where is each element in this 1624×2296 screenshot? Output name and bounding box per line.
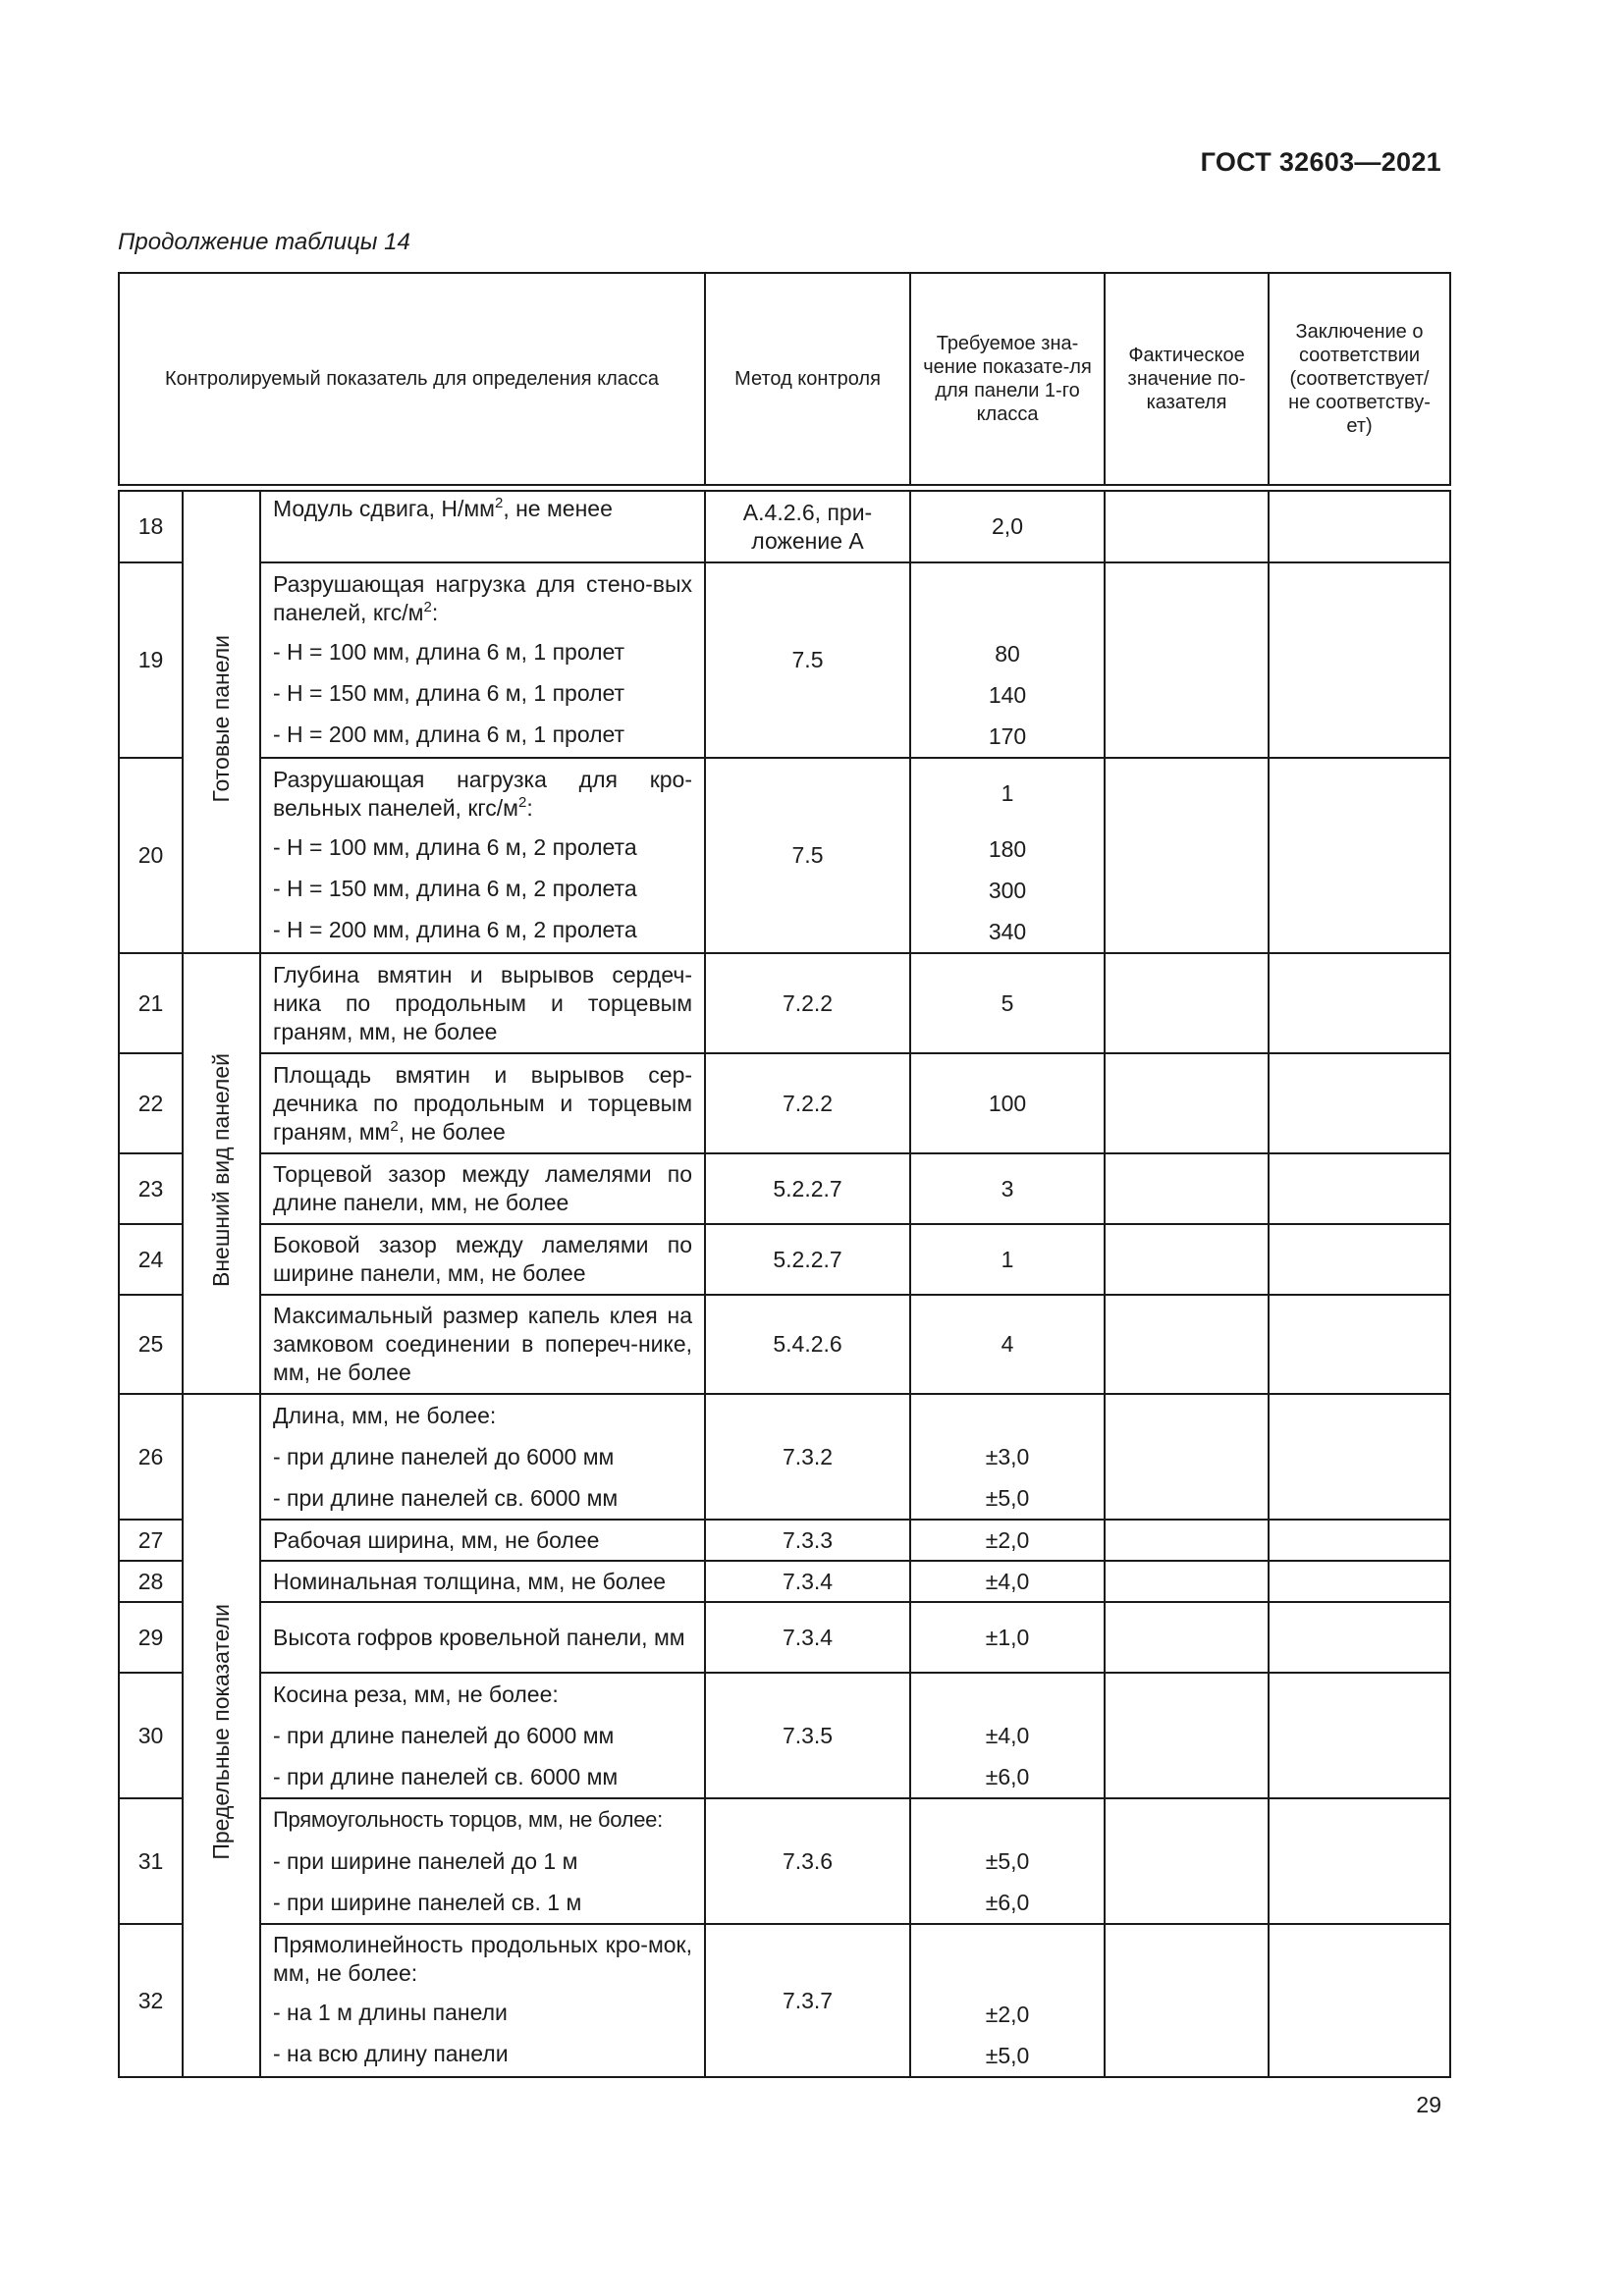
- actual-cell: [1105, 1224, 1269, 1295]
- indicator-cell: [260, 758, 705, 953]
- indicator-line: - при длине панелей св. 6000 мм: [273, 1764, 619, 1789]
- indicator-line: - Н = 150 мм, длина 6 м, 2 пролета: [273, 875, 637, 901]
- required-value: ±6,0: [985, 1764, 1030, 1789]
- control-table: [118, 272, 1451, 2078]
- table-row: [119, 1295, 1450, 1394]
- table-row: [119, 1053, 1450, 1153]
- group-label: Внешний вид панелей: [208, 1053, 234, 1287]
- method-cell: 7.5: [705, 758, 910, 953]
- indicator-text: Боковой зазор между ламелями по ширине панели, мм, не более: [273, 1232, 693, 1286]
- indicator-line: - при длине панелей до 6000 мм: [273, 1723, 615, 1748]
- actual-cell: [1105, 758, 1269, 953]
- indicator-text: Прямолинейность продольных кро-мок, мм, не более:: [273, 1932, 693, 1986]
- actual-cell: [1105, 562, 1269, 758]
- conclusion-cell: [1269, 1561, 1450, 1602]
- actual-cell: [1105, 1295, 1269, 1394]
- table-row: [119, 758, 1450, 953]
- required-cell: [910, 1394, 1105, 1520]
- indicator-line: Прямоугольность торцов, мм, не более:: [273, 1807, 663, 1832]
- table-row: [119, 1224, 1450, 1295]
- conclusion-cell: [1269, 1602, 1450, 1673]
- indicator-line: - при длине панелей св. 6000 мм: [273, 1485, 619, 1511]
- actual-cell: [1105, 1561, 1269, 1602]
- indicator-line: Номинальная толщина, мм, не более: [273, 1569, 667, 1594]
- conclusion-cell: [1269, 1520, 1450, 1561]
- table-row: [119, 1924, 1450, 2077]
- indicator-line: - Н = 100 мм, длина 6 м, 1 пролет: [273, 638, 625, 665]
- conclusion-cell: [1269, 1295, 1450, 1394]
- table-row: [119, 491, 1450, 562]
- row-number: 30: [119, 1673, 183, 1798]
- required-value: 140: [988, 682, 1027, 708]
- row-number: 21: [119, 953, 183, 1053]
- indicator-cell: [260, 562, 705, 758]
- page-number: 29: [1416, 2092, 1441, 2117]
- row-number: 27: [119, 1520, 183, 1561]
- col-header-actual: Фактическое значение по-казателя: [1105, 273, 1269, 485]
- conclusion-cell: [1269, 1673, 1450, 1798]
- row-number: 31: [119, 1798, 183, 1924]
- row-number: 24: [119, 1224, 183, 1295]
- indicator-line: - Н = 150 мм, длина 6 м, 1 пролет: [273, 679, 625, 706]
- actual-cell: [1105, 1924, 1269, 2077]
- indicator-cell: [260, 953, 705, 1053]
- table-row: [119, 953, 1450, 1053]
- method-cell: 7.2.2: [705, 953, 910, 1053]
- indicator-cell: [260, 491, 705, 562]
- indicator-text: Модуль сдвига, $Н/мм^2$, не менее: [273, 495, 613, 521]
- group-label: Предельные показатели: [208, 1604, 234, 1860]
- indicator-line: - на 1 м длины панели: [273, 2000, 508, 2025]
- row-number: 20: [119, 758, 183, 953]
- indicator-cell: [260, 1520, 705, 1561]
- group-limits: [183, 1394, 260, 2077]
- required-cell: 2,0: [910, 491, 1105, 562]
- group-appearance: [183, 953, 260, 1394]
- conclusion-cell: [1269, 562, 1450, 758]
- required-value: 180: [988, 836, 1027, 862]
- table-row: [119, 1153, 1450, 1224]
- indicator-cell: [260, 1224, 705, 1295]
- required-cell: ±2,0: [910, 1520, 1105, 1561]
- conclusion-cell: [1269, 758, 1450, 953]
- actual-cell: [1105, 1520, 1269, 1561]
- indicator-text: Разрушающая нагрузка для стено-вых панелей, кгс/$м^2$:: [273, 570, 693, 625]
- row-number: 22: [119, 1053, 183, 1153]
- required-cell: 3: [910, 1153, 1105, 1224]
- group-label: Готовые панели: [208, 634, 234, 803]
- method-cell: А.4.2.6, при-ложение А: [705, 491, 910, 562]
- table-row: [119, 1673, 1450, 1798]
- required-cell: ±4,0: [910, 1561, 1105, 1602]
- indicator-text: Глубина вмятин и вырывов сердеч-ника по продольным и торцевым граням, мм, не более: [273, 961, 693, 1044]
- row-number: 23: [119, 1153, 183, 1224]
- indicator-text: Разрушающая нагрузка для кро-вельных панелей, кгс/$м^2$:: [273, 766, 693, 821]
- required-value: ±6,0: [985, 1890, 1030, 1915]
- document-code: ГОСТ 32603—2021: [1200, 147, 1441, 177]
- conclusion-cell: [1269, 953, 1450, 1053]
- required-value: ±2,0: [985, 2002, 1030, 2027]
- required-cell: [910, 1798, 1105, 1924]
- conclusion-cell: [1269, 1053, 1450, 1153]
- indicator-text: Площадь вмятин и вырывов сер-дечника по продольным и торцевым граням, $мм^2$, не более: [273, 1061, 693, 1145]
- indicator-line: - при ширине панелей св. 1 м: [273, 1890, 582, 1915]
- table-row: [119, 1561, 1450, 1602]
- indicator-line: Косина реза, мм, не более:: [273, 1682, 559, 1707]
- conclusion-cell: [1269, 1924, 1450, 2077]
- required-cell: [910, 562, 1105, 758]
- method-cell: 7.3.7: [705, 1924, 910, 2077]
- row-number: 19: [119, 562, 183, 758]
- indicator-line: - Н = 200 мм, длина 6 м, 2 пролета: [273, 916, 637, 942]
- required-value: 340: [988, 919, 1027, 944]
- actual-cell: [1105, 491, 1269, 562]
- method-cell: 7.5: [705, 562, 910, 758]
- method-cell: 7.3.5: [705, 1673, 910, 1798]
- indicator-line: - при длине панелей до 6000 мм: [273, 1444, 615, 1469]
- method-cell: 7.3.3: [705, 1520, 910, 1561]
- required-value: ±4,0: [985, 1723, 1030, 1748]
- required-value: ±5,0: [985, 1848, 1030, 1874]
- col-header-conclusion: Заключение о соответствии (соответствует/ не соответству-ет): [1269, 273, 1450, 485]
- indicator-text: Высота гофров кровельной панели, мм: [273, 1624, 685, 1650]
- table-row: [119, 562, 1450, 758]
- actual-cell: [1105, 1394, 1269, 1520]
- method-cell: 5.2.2.7: [705, 1153, 910, 1224]
- method-cell: 7.3.2: [705, 1394, 910, 1520]
- row-number: 28: [119, 1561, 183, 1602]
- required-cell: [910, 1924, 1105, 2077]
- header-row: [119, 273, 1450, 485]
- table-caption: Продолжение таблицы 14: [118, 229, 410, 255]
- required-value: ±5,0: [985, 2043, 1030, 2068]
- actual-cell: [1105, 1153, 1269, 1224]
- required-cell: ±1,0: [910, 1602, 1105, 1673]
- indicator-line: - Н = 100 мм, длина 6 м, 2 пролета: [273, 833, 637, 860]
- indicator-cell: [260, 1394, 705, 1520]
- required-value: ±3,0: [985, 1444, 1030, 1469]
- indicator-cell: [260, 1561, 705, 1602]
- table-row: [119, 1520, 1450, 1561]
- indicator-cell: [260, 1673, 705, 1798]
- col-header-required: Требуемое зна-чение показате-ля для панели 1-го класса: [910, 273, 1105, 485]
- actual-cell: [1105, 1798, 1269, 1924]
- indicator-line: - на всю длину панели: [273, 2041, 509, 2066]
- indicator-cell: [260, 1153, 705, 1224]
- table-row: [119, 1602, 1450, 1673]
- required-value: 1: [1001, 780, 1014, 806]
- method-cell: 7.2.2: [705, 1053, 910, 1153]
- required-value: ±5,0: [985, 1485, 1030, 1511]
- indicator-cell: [260, 1053, 705, 1153]
- group-ready-panels: [183, 491, 260, 953]
- indicator-cell: [260, 1295, 705, 1394]
- conclusion-cell: [1269, 491, 1450, 562]
- method-cell: 7.3.4: [705, 1602, 910, 1673]
- indicator-line: Рабочая ширина, мм, не более: [273, 1527, 600, 1553]
- actual-cell: [1105, 953, 1269, 1053]
- method-cell: 5.4.2.6: [705, 1295, 910, 1394]
- actual-cell: [1105, 1053, 1269, 1153]
- required-cell: [910, 758, 1105, 953]
- indicator-line: - Н = 200 мм, длина 6 м, 1 пролет: [273, 721, 625, 747]
- table-row: [119, 1798, 1450, 1924]
- row-number: 32: [119, 1924, 183, 2077]
- method-cell: 7.3.6: [705, 1798, 910, 1924]
- col-header-method: Метод контроля: [705, 273, 910, 485]
- indicator-line: Длина, мм, не более:: [273, 1403, 497, 1428]
- required-cell: [910, 1673, 1105, 1798]
- required-value: 170: [988, 723, 1027, 749]
- required-cell: 1: [910, 1224, 1105, 1295]
- row-number: 25: [119, 1295, 183, 1394]
- col-header-indicator: Контролируемый показатель для определения класса: [119, 273, 705, 485]
- required-cell: 100: [910, 1053, 1105, 1153]
- conclusion-cell: [1269, 1153, 1450, 1224]
- indicator-cell: [260, 1924, 705, 2077]
- indicator-line: - при ширине панелей до 1 м: [273, 1848, 578, 1874]
- conclusion-cell: [1269, 1224, 1450, 1295]
- required-cell: 4: [910, 1295, 1105, 1394]
- conclusion-cell: [1269, 1798, 1450, 1924]
- required-value: 80: [995, 641, 1020, 667]
- required-value: 300: [988, 878, 1027, 903]
- indicator-text: Максимальный размер капель клея на замковом соединении в попереч-нике, мм, не более: [273, 1303, 693, 1385]
- actual-cell: [1105, 1602, 1269, 1673]
- required-cell: 5: [910, 953, 1105, 1053]
- indicator-text: Торцевой зазор между ламелями по длине панели, мм, не более: [273, 1161, 693, 1215]
- method-cell: 7.3.4: [705, 1561, 910, 1602]
- row-number: 26: [119, 1394, 183, 1520]
- conclusion-cell: [1269, 1394, 1450, 1520]
- indicator-cell: [260, 1798, 705, 1924]
- actual-cell: [1105, 1673, 1269, 1798]
- row-number: 29: [119, 1602, 183, 1673]
- indicator-cell: [260, 1602, 705, 1673]
- method-cell: 5.2.2.7: [705, 1224, 910, 1295]
- row-number: 18: [119, 491, 183, 562]
- table-row: [119, 1394, 1450, 1520]
